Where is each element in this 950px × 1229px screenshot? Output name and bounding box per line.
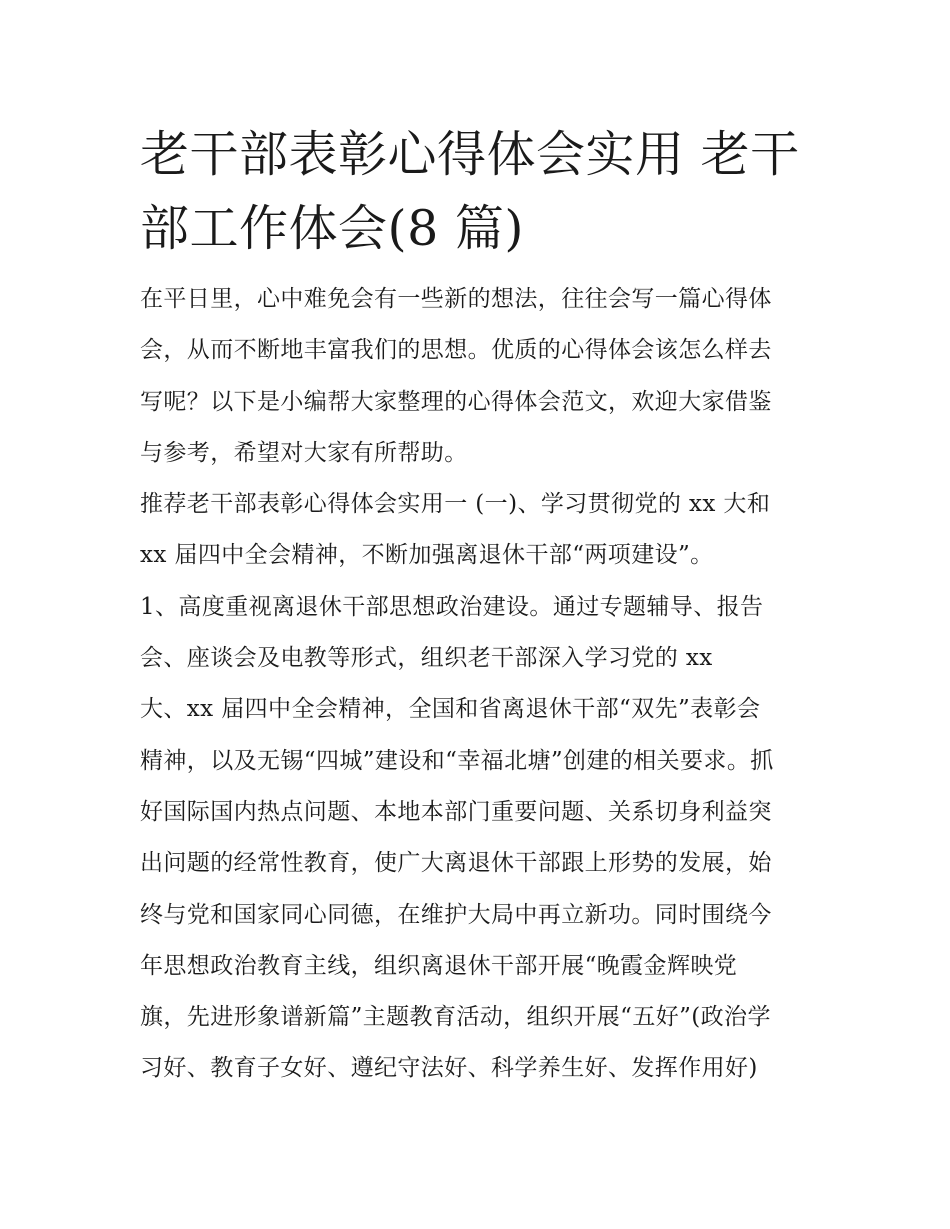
- text-line: 大、xx 届四中全会精神，全国和省离退休干部“双先”表彰会: [140, 696, 761, 723]
- text-line: 会，从而不断地丰富我们的思想。优质的心得体会该怎么样去: [140, 337, 772, 364]
- paragraph-item-1: [140, 582, 815, 1095]
- text-line: 年思想政治教育主线，组织离退休干部开展“晚霞金辉映党: [140, 952, 738, 979]
- text-line: 习好、教育子女好、遵纪守法好、科学养生好、发挥作用好): [140, 1055, 758, 1082]
- text-line: 写呢？以下是小编帮大家整理的心得体会范文，欢迎大家借鉴: [140, 388, 772, 415]
- text-line: 出问题的经常性教育，使广大离退休干部跟上形势的发展，始: [140, 850, 772, 877]
- text-line: 旗，先进形象谱新篇”主题教育活动，组织开展“五好”(政治学: [140, 1004, 771, 1031]
- paragraph-heading: [140, 479, 815, 582]
- document-title: [140, 118, 820, 265]
- text-line: xx 届四中全会精神，不断加强离退休干部“两项建设”。: [140, 542, 714, 569]
- text-line: 会、座谈会及电教等形式，组织老干部深入学习党的 xx: [140, 645, 713, 672]
- text-line: 终与党和国家同心同德，在维护大局中再立新功。同时围绕今: [140, 901, 772, 928]
- text-line: 与参考，希望对大家有所帮助。: [140, 439, 468, 466]
- title-line-1: 老干部表彰心得体会实用 老干: [140, 126, 800, 183]
- text-line: 在平日里，心中难免会有一些新的想法，往往会写一篇心得体: [140, 286, 772, 312]
- text-line: 精神，以及无锡“四城”建设和“幸福北塘”创建的相关要求。抓: [140, 747, 774, 774]
- title-line-2: 部工作体会(8 篇): [140, 199, 524, 257]
- paragraph-intro: [140, 274, 815, 479]
- text-line: 好国际国内热点问题、本地本部门重要问题、关系切身利益突: [140, 798, 772, 825]
- text-line: 1、高度重视离退休干部思想政治建设。通过专题辅导、报告: [140, 593, 764, 620]
- document-body: [140, 274, 815, 1095]
- text-line: 推荐老干部表彰心得体会实用一 (一)、学习贯彻党的 xx 大和: [140, 491, 771, 518]
